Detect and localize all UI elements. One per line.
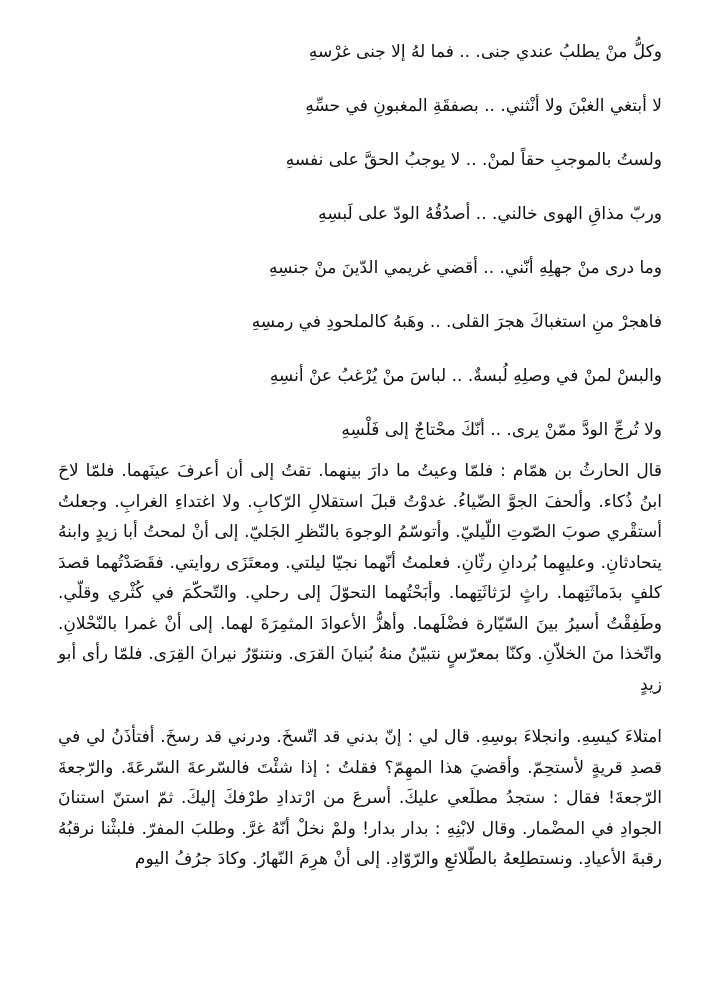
poem-verses [58,40,662,442]
verse-line: وربّ مذاقِ الهوى خالني. .. أصدُقُهُ الودّ على لَبسِهِ [318,204,662,224]
verse-line: وما درى منْ جهلِهِ أنّني. .. أقضي غريمي الدّينَ منْ جنسِهِ [269,258,662,278]
verse-line: فاهجرْ منِ استغباكَ هجرَ القلى. .. وهَبهُ كالملحودِ في رمسِهِ [251,312,662,332]
verse-line: وكلُّ منْ يطلبُ عندي جنى. .. فما لهُ إلا جنى غرْسهِ [308,42,662,62]
prose-paragraph: امتلاءَ كيسِهِ. وانجلاءَ بوسِهِ. قال لي : إنّ بدني قد اتّسخَ. ودرني قد رسخَ. أفتأذَنُ لي في قصدِ قريةٍ لأستحِمّ. وأقضيَ هذا المهِمّ؟ فقلتُ : إذا شئْتَ فالسّرعةَ السّرعَةَ. والرّجعةَ الرّجعةَ! فقال : ستجدُ مطلَعي عليكَ. أسرعَ من ارْتدادِ طرْفكَ إليكَ. ثمّ استنّ استنانَ الجوادِ في المضْمار. وقال لابْنِهِ : بدار بدار! ولمْ نخلْ أنّهُ غرَّ. وطلبَ المفرّ. فلبثْنا نرقبُهُ رقبةَ الأعيادِ. ونستطلِعهُ بالطّلائعِ والرّوّادِ. إلى أنْ هرِمَ النّهارُ. وكادَ جرُفُ اليوم [58,727,662,869]
prose-paragraph: قال الحارثُ بن همّام : فلمّا وعيتُ ما دارَ بينهما. تقتُ إلى أن أعرفَ عينَهما. فلمّا لاحَ ابنُ ذُكاء. وألحفَ الجوَّ الضّياءُ. غدوْتُ قبلَ استقلالِ الرّكابِ. ولا اغتداءِ الغرابِ. وجعلتُ أستقْري صوبَ الصّوتِ اللّيليّ. وأتوسّمُ الوجوهَ بالنّظرِ الجَليّ. إلى أنْ لمحتُ أبا زيدٍ وابنهُ يتحادثانِ. وعليهِما بُردانِ رثّانِ. فعلمتُ أنّهما نجيّا ليلتي. ومعتَزَى روايتي. فقَصَدْتُهما قصدَ كلفٍ بدَماثَتِهما. راثٍ لرَثاثَتِهما. وأبَحْتُهما التحوّلَ إلى رحلي. والتّحكّمَ في كُثْري وقلّي. وطَفِقْتُ أسيرُ بينَ السّيّارة فضْلَهما. وأهزُّ الأعوادَ المثمِرَةَ لهما. إلى أنْ غمرا بالنّحْلانِ. واتّخذا منَ الخلاّنِ. وكنّا بمعرّسٍ نتبيّنُ منهُ بُنيانَ القرَى. ونتنوّرُ نيرانَ القِرَى. فلمّا رأى أبو زيدٍ [58,461,662,695]
verse-line: والبسْ لمنْ في وصلِهِ لُبسةٌ. .. لباسَ منْ يُرْغبُ عنْ أنسِهِ [269,366,662,386]
verse-line: لا أبتغي الغبْنَ ولا أنْثني. .. بصفقَةِ المغبونِ في حسِّهِ [305,96,662,116]
verse-line: ولا تُرجِّ الودَّ ممّنْ يرى. .. أنّكَ محْتاجٌ إلى فَلْسِهِ [341,420,662,440]
verse-line: ولستُ بالموجبِ حقاً لمنْ. .. لا يوجبُ الحقَّ على نفسهِ [285,150,662,170]
